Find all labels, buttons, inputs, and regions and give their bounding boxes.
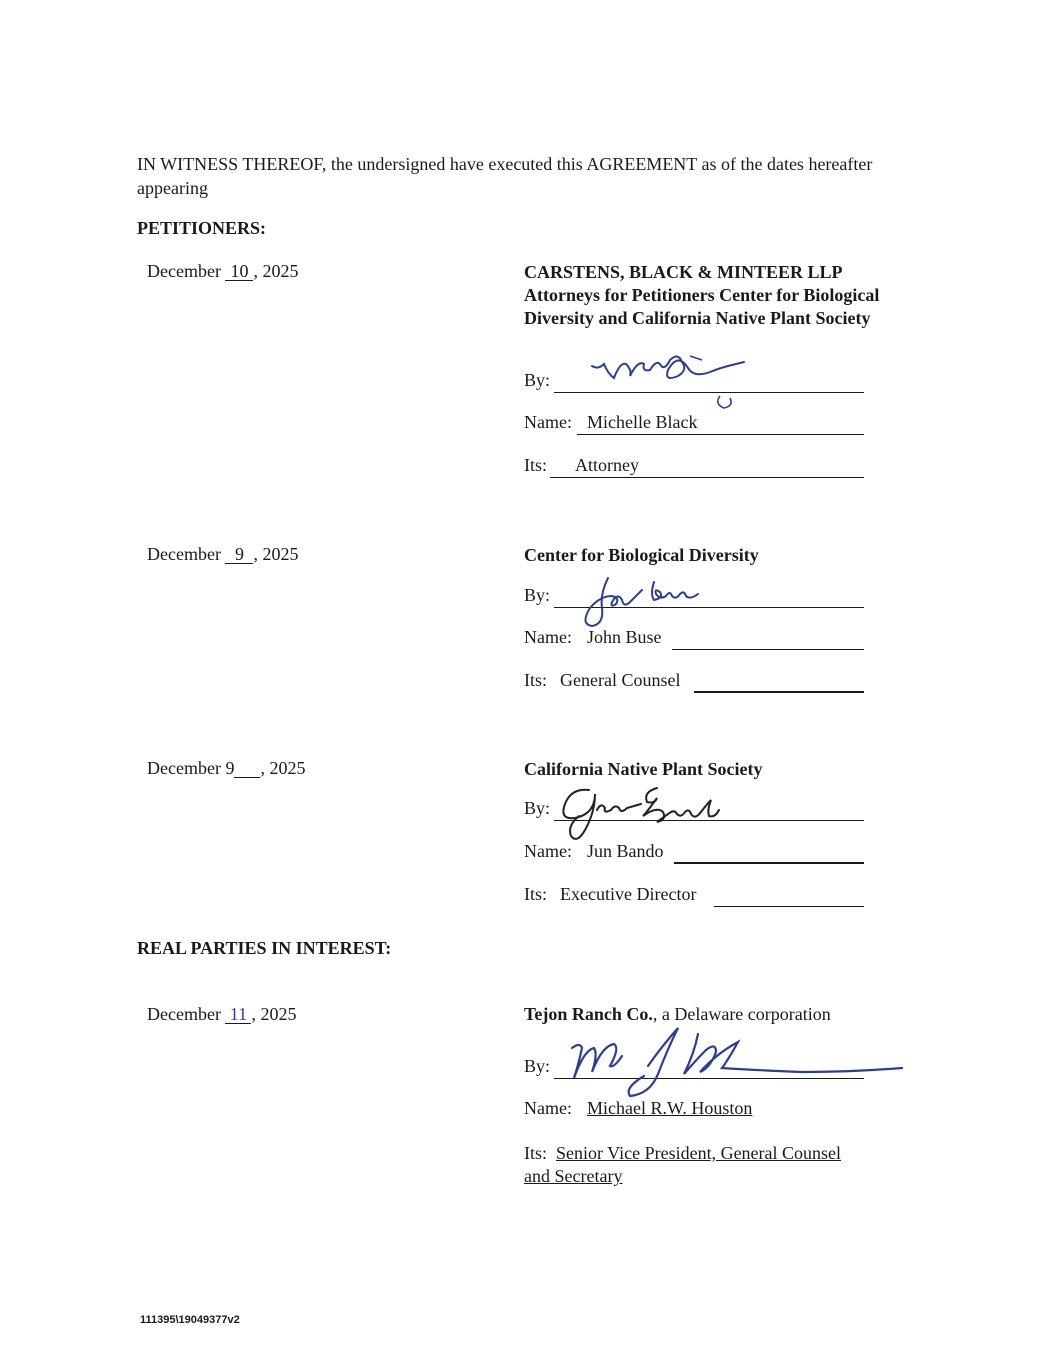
- by-label: By:: [524, 370, 551, 390]
- its-value: Attorney: [575, 455, 639, 475]
- its-field-2: [524, 671, 864, 693]
- date-day-value: 10: [230, 261, 249, 281]
- org-name-cbd: Center for Biological Diversity: [524, 545, 759, 565]
- signature-michael-houston: [548, 1022, 912, 1106]
- date-year: , 2025: [253, 544, 299, 564]
- signature-michelle-black: [570, 352, 830, 412]
- name-label: Name:: [524, 412, 572, 432]
- org-name-carstens: CARSTENS, BLACK & MINTEER LLP: [524, 262, 843, 282]
- its-field-1: [524, 456, 864, 478]
- org-name-tejon-suffix: , a Delaware corporation: [652, 1004, 831, 1024]
- date-blank: [234, 759, 260, 778]
- name-value: Michelle Black: [587, 412, 698, 432]
- date-month: December: [147, 544, 221, 564]
- petitioners-heading: PETITIONERS:: [137, 218, 267, 238]
- document-id: 111395\19049377v2: [140, 1314, 240, 1326]
- name-field-4: [524, 1099, 864, 1121]
- name-label: Name:: [524, 627, 572, 647]
- name-label: Name:: [524, 1098, 572, 1118]
- date-day: [225, 1005, 251, 1024]
- its-label: Its:: [524, 455, 548, 475]
- name-label: Name:: [524, 841, 572, 861]
- date-month: December: [147, 1004, 221, 1024]
- its-field-4: [524, 1142, 894, 1188]
- its-label: Its:: [524, 884, 548, 904]
- name-value: Jun Bando: [587, 841, 664, 861]
- name-field-2: [524, 628, 864, 650]
- real-parties-heading: REAL PARTIES IN INTEREST:: [137, 938, 392, 958]
- witness-statement: IN WITNESS THEREOF, the undersigned have executed this AGREEMENT as of the dates hereafter appearing: [137, 154, 873, 198]
- date-day-value: 9: [234, 544, 244, 564]
- date-year: , 2025: [253, 261, 299, 281]
- date-year: , 2025: [251, 1004, 297, 1024]
- date-day-value: 11: [229, 1004, 248, 1024]
- date-month: December: [147, 261, 221, 281]
- its-value: Executive Director: [560, 884, 697, 904]
- date-day: [225, 545, 253, 564]
- name-value: John Buse: [587, 627, 662, 647]
- name-field-1: [524, 413, 864, 435]
- org-name-tejon-label: Tejon Ranch Co.: [524, 1004, 653, 1024]
- date-day: [225, 262, 253, 281]
- its-field-3: [524, 885, 864, 907]
- its-value-line-2: and Secretary: [524, 1166, 623, 1186]
- by-label: By:: [524, 585, 551, 605]
- date-year: , 2025: [260, 758, 306, 778]
- its-value-line-1: Senior Vice President, General Counsel: [556, 1143, 842, 1163]
- org-name-cnps: California Native Plant Society: [524, 759, 763, 779]
- name-field-3: [524, 842, 864, 864]
- signature-john-buse: [572, 570, 752, 630]
- signature-date-3: [147, 758, 305, 779]
- org-description-carstens: Attorneys for Petitioners Center for Biological Diversity and California Native Plant Society: [524, 285, 880, 328]
- signature-date-4: [147, 1004, 296, 1025]
- its-label: Its:: [524, 670, 548, 690]
- its-label: Its:: [524, 1143, 548, 1163]
- signature-date-2: [147, 544, 298, 565]
- by-label: By:: [524, 1056, 551, 1076]
- name-value: Michael R.W. Houston: [587, 1098, 753, 1118]
- by-label: By:: [524, 798, 551, 818]
- date-month-day: December 9: [147, 758, 235, 778]
- its-value: General Counsel: [560, 670, 681, 690]
- signature-date-1: [147, 261, 298, 282]
